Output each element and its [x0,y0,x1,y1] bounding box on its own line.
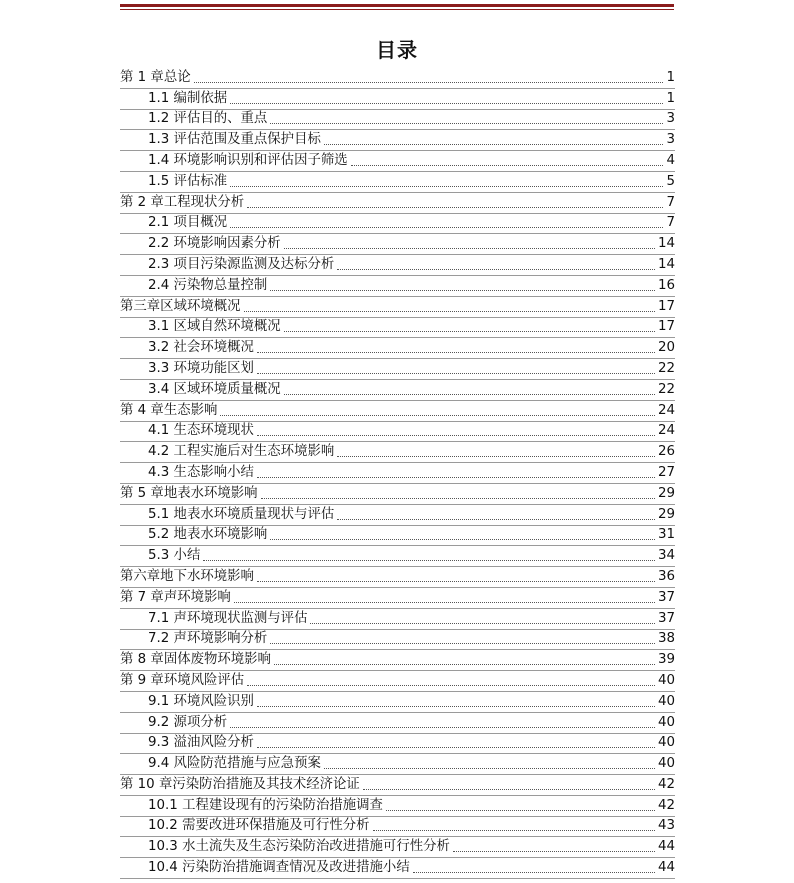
toc-dot-leader [274,663,655,665]
toc-dot-leader [194,81,664,83]
toc-section-entry[interactable] [120,318,675,339]
toc-entry-label: 10.4 污染防治措施调查情况及改进措施小结 [148,860,410,876]
toc-chapter-entry[interactable] [120,650,675,671]
toc-dot-leader [257,580,655,582]
toc-entry-page-number: 42 [657,797,675,813]
toc-dot-leader [413,871,655,873]
toc-dot-leader [284,393,655,395]
toc-dot-leader [337,518,655,520]
toc-entry-page-number: 22 [657,381,675,397]
toc-entry-page-number: 3 [666,111,675,127]
toc-entry-label: 2.1 项目概况 [148,215,228,231]
toc-entry-label: 9.1 环境风险识别 [148,693,254,709]
toc-entry-page-number: 36 [657,568,675,584]
toc-dot-leader [230,726,655,728]
toc-entry-label: 2.3 项目污染源监测及达标分析 [148,256,335,272]
toc-dot-leader [270,289,655,291]
toc-entry-page-number: 42 [657,776,675,792]
toc-dot-leader [337,268,655,270]
toc-entry-label: 4.3 生态影响小结 [148,464,254,480]
toc-section-entry[interactable] [120,234,675,255]
toc-entry-page-number: 27 [657,464,675,480]
toc-entry-page-number: 7 [666,215,675,231]
toc-entry-label: 第 1 章总论 [120,69,191,85]
toc-entry-page-number: 14 [657,236,675,252]
toc-dot-leader [230,185,663,187]
toc-entry-page-number: 16 [657,277,675,293]
toc-entry-label: 4.1 生态环境现状 [148,423,254,439]
toc-entry-label: 第 7 章声环境影响 [120,589,231,605]
toc-section-entry[interactable] [120,692,675,713]
toc-entry-page-number: 44 [657,839,675,855]
toc-entry-page-number: 37 [657,610,675,626]
toc-dot-leader [247,684,655,686]
toc-dot-leader [230,102,663,104]
toc-section-entry[interactable] [120,463,675,484]
toc-dot-leader [257,434,655,436]
toc-entry-label: 第三章区域环境概况 [120,298,241,314]
toc-entry-page-number: 40 [657,756,675,772]
toc-entry-label: 7.1 声环境现状监测与评估 [148,610,308,626]
toc-dot-leader [244,310,655,312]
toc-dot-leader [247,206,663,208]
toc-section-entry[interactable] [120,858,675,879]
toc-entry-page-number: 5 [666,173,675,189]
toc-section-entry[interactable] [120,338,675,359]
toc-section-entry[interactable] [120,505,675,526]
toc-dot-leader [453,850,655,852]
toc-chapter-entry[interactable] [120,671,675,692]
toc-entry-label: 第 8 章固体废物环境影响 [120,652,271,668]
toc-entry-page-number: 3 [666,132,675,148]
page-title: 目录 [376,38,418,62]
toc-chapter-entry[interactable] [120,567,675,588]
toc-entry-label: 10.2 需要改进环保措施及可行性分析 [148,818,370,834]
toc-entry-label: 第六章地下水环境影响 [120,568,254,584]
toc-entry-label: 9.3 溢油风险分析 [148,735,254,751]
toc-section-entry[interactable] [120,546,675,567]
toc-chapter-entry[interactable] [120,68,675,89]
header-rule-thin [120,9,674,10]
toc-entry-label: 10.1 工程建设现有的污染防治措施调查 [148,797,383,813]
toc-entry-page-number: 1 [666,90,675,106]
toc-entry-page-number: 31 [657,527,675,543]
toc-entry-page-number: 24 [657,402,675,418]
toc-section-entry[interactable] [120,380,675,401]
toc-entry-page-number: 14 [657,256,675,272]
toc-dot-leader [270,642,655,644]
toc-entry-page-number: 44 [657,860,675,876]
toc-entry-page-number: 24 [657,423,675,439]
toc-entry-page-number: 40 [657,735,675,751]
toc-chapter-entry[interactable] [120,775,675,796]
toc-entry-page-number: 4 [666,152,675,168]
toc-entry-page-number: 20 [657,340,675,356]
toc-entry-page-number: 17 [657,298,675,314]
toc-dot-leader [351,164,664,166]
toc-section-entry[interactable] [120,151,675,172]
toc-chapter-entry[interactable] [120,484,675,505]
toc-section-entry[interactable] [120,837,675,858]
toc-dot-leader [310,622,654,624]
toc-entry-label: 9.4 风险防范措施与应急预案 [148,756,321,772]
toc-dot-leader [270,538,655,540]
toc-section-entry[interactable] [120,130,675,151]
toc-section-entry[interactable] [120,754,675,775]
table-of-contents [120,68,675,879]
toc-entry-page-number: 37 [657,589,675,605]
toc-dot-leader [337,455,655,457]
toc-section-entry[interactable] [120,255,675,276]
toc-entry-label: 3.4 区域环境质量概况 [148,381,281,397]
toc-entry-label: 1.1 编制依据 [148,90,228,106]
toc-dot-leader [386,809,655,811]
toc-entry-label: 1.2 评估目的、重点 [148,111,268,127]
toc-section-entry[interactable] [120,609,675,630]
toc-entry-label: 9.2 源项分析 [148,714,228,730]
toc-entry-label: 3.1 区域自然环境概况 [148,319,281,335]
toc-section-entry[interactable] [120,89,675,110]
toc-section-entry[interactable] [120,276,675,297]
toc-dot-leader [363,788,655,790]
toc-entry-label: 2.2 环境影响因素分析 [148,236,281,252]
toc-entry-page-number: 43 [657,818,675,834]
toc-entry-label: 第 10 章污染防治措施及其技术经济论证 [120,776,360,792]
toc-entry-page-number: 1 [666,69,675,85]
toc-entry-page-number: 34 [657,548,675,564]
toc-chapter-entry[interactable] [120,297,675,318]
toc-dot-leader [284,330,655,332]
toc-chapter-entry[interactable] [120,193,675,214]
toc-dot-leader [203,559,655,561]
toc-dot-leader [230,226,663,228]
toc-section-entry[interactable] [120,359,675,380]
toc-entry-page-number: 40 [657,672,675,688]
toc-dot-leader [234,601,655,603]
toc-section-entry[interactable] [120,734,675,755]
toc-dot-leader [373,829,655,831]
toc-entry-page-number: 26 [657,444,675,460]
toc-entry-label: 4.2 工程实施后对生态环境影响 [148,444,335,460]
toc-entry-label: 7.2 声环境影响分析 [148,631,268,647]
toc-chapter-entry[interactable] [120,588,675,609]
toc-section-entry[interactable] [120,630,675,651]
toc-entry-label: 第 5 章地表水环境影响 [120,485,258,501]
toc-dot-leader [257,746,655,748]
toc-dot-leader [284,247,655,249]
toc-section-entry[interactable] [120,172,675,193]
toc-entry-label: 1.3 评估范围及重点保护目标 [148,132,321,148]
toc-entry-page-number: 39 [657,652,675,668]
toc-entry-page-number: 40 [657,714,675,730]
toc-entry-label: 5.2 地表水环境影响 [148,527,268,543]
toc-section-entry[interactable] [120,214,675,235]
toc-chapter-entry[interactable] [120,401,675,422]
toc-entry-label: 第 4 章生态影响 [120,402,218,418]
toc-entry-page-number: 7 [666,194,675,210]
toc-dot-leader [257,476,655,478]
toc-entry-page-number: 22 [657,360,675,376]
toc-entry-label: 1.5 评估标准 [148,173,228,189]
toc-entry-page-number: 29 [657,506,675,522]
toc-entry-label: 3.3 环境功能区划 [148,360,254,376]
toc-dot-leader [324,143,664,145]
toc-section-entry[interactable] [120,422,675,443]
toc-dot-leader [324,767,655,769]
toc-entry-label: 1.4 环境影响识别和评估因子筛选 [148,152,348,168]
toc-section-entry[interactable] [120,817,675,838]
toc-entry-page-number: 17 [657,319,675,335]
toc-dot-leader [257,351,655,353]
toc-entry-label: 5.3 小结 [148,548,201,564]
toc-dot-leader [220,414,655,416]
toc-entry-page-number: 38 [657,631,675,647]
toc-entry-label: 第 2 章工程现状分析 [120,194,245,210]
toc-dot-leader [257,705,655,707]
toc-dot-leader [257,372,655,374]
toc-entry-label: 2.4 污染物总量控制 [148,277,268,293]
toc-entry-label: 3.2 社会环境概况 [148,340,254,356]
toc-section-entry[interactable] [120,796,675,817]
toc-dot-leader [261,497,655,499]
toc-entry-label: 第 9 章环境风险评估 [120,672,245,688]
toc-entry-label: 5.1 地表水环境质量现状与评估 [148,506,335,522]
toc-section-entry[interactable] [120,442,675,463]
toc-section-entry[interactable] [120,526,675,547]
toc-entry-label: 10.3 水土流失及生态污染防治改进措施可行性分析 [148,839,450,855]
toc-dot-leader [270,122,663,124]
header-rule [120,4,674,7]
toc-section-entry[interactable] [120,713,675,734]
toc-section-entry[interactable] [120,110,675,131]
toc-entry-page-number: 29 [657,485,675,501]
toc-entry-page-number: 40 [657,693,675,709]
